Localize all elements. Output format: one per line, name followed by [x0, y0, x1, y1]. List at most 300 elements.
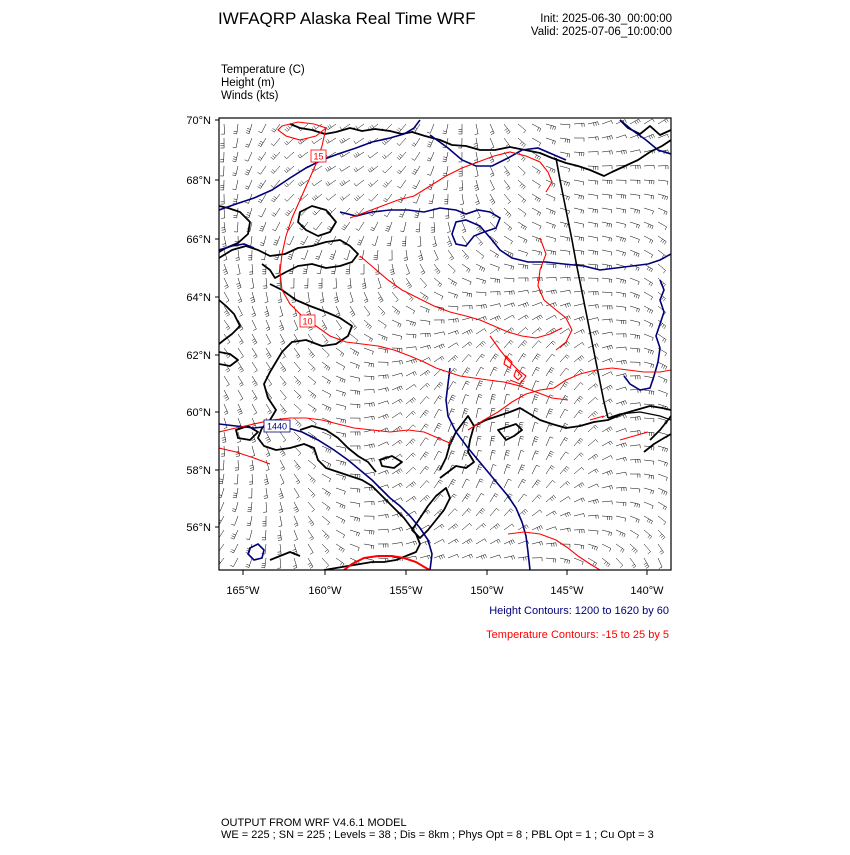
wind-barb: [354, 194, 364, 201]
wind-barb: [280, 362, 286, 372]
wind-barb: [369, 194, 378, 201]
wind-barb: [336, 376, 345, 383]
wind-barb: [532, 354, 541, 362]
wind-barb: [378, 401, 389, 404]
plot-title: IWFAQRP Alaska Real Time WRF: [218, 9, 476, 28]
wind-barb: [231, 530, 238, 539]
wind-barb: [232, 180, 238, 190]
wind-barb: [308, 362, 315, 371]
wind-barb: [504, 124, 510, 134]
wind-barb: [280, 432, 286, 442]
wind-barb: [504, 450, 510, 460]
lon-label-160: 160°W: [308, 585, 342, 597]
wind-barb: [532, 480, 541, 488]
wind-barb: [490, 394, 496, 404]
wind-barb: [616, 347, 626, 351]
wind-barb: [588, 137, 598, 141]
wind-barb: [560, 290, 570, 293]
wind-barb: [434, 250, 438, 261]
cook-inlet: [440, 416, 474, 478]
wind-barb: [406, 467, 416, 474]
wind-barb: [476, 278, 486, 284]
wind-barb: [462, 381, 470, 390]
wind-barb: [616, 360, 626, 364]
wind-barb: [644, 165, 654, 169]
wind-barb: [350, 390, 360, 395]
wind-barb: [602, 222, 612, 228]
wind-barb: [532, 558, 542, 562]
wind-barb: [397, 180, 406, 188]
wind-barb: [347, 278, 351, 288]
wind-barb: [330, 250, 337, 260]
wind-barb: [215, 544, 224, 552]
wind-barb: [233, 488, 238, 498]
wind-barb: [602, 456, 613, 461]
wind-barb: [434, 480, 443, 488]
wind-barb: [236, 278, 241, 289]
wind-barb: [630, 334, 640, 339]
wind-barb: [532, 465, 540, 474]
wind-barb: [546, 354, 555, 362]
wind-barb: [560, 329, 570, 335]
wind-barb: [443, 152, 449, 162]
wind-barb: [560, 512, 571, 517]
wind-barb: [658, 376, 667, 383]
field-height-label: Height (m): [221, 77, 275, 89]
wind-barb: [560, 355, 569, 362]
wind-barb: [246, 208, 252, 218]
wind-barb: [420, 466, 429, 474]
wind-barb: [364, 320, 372, 329]
wind-barb: [474, 152, 478, 163]
wind-barb: [504, 556, 515, 560]
wind-barb: [630, 250, 639, 257]
wind-barb: [221, 446, 225, 456]
wind-barb: [476, 436, 482, 446]
lat-label-64: 64°N: [186, 292, 211, 304]
wind-barb: [546, 511, 556, 516]
wind-barb: [340, 194, 350, 200]
wind-barb: [406, 306, 415, 314]
wind-barb: [616, 194, 626, 199]
wind-barb: [574, 467, 584, 474]
wind-barb: [308, 474, 315, 483]
wind-barb: [224, 292, 229, 302]
wind-barb: [224, 376, 229, 386]
wind-barb: [630, 306, 640, 312]
footer-model-line: OUTPUT FROM WRF V4.6.1 MODEL: [221, 817, 407, 829]
wind-barb: [357, 236, 364, 245]
wind-barb: [336, 558, 344, 567]
wind-barb: [518, 236, 527, 243]
wind-barb: [221, 138, 225, 148]
height-contours-note: Height Contours: 1200 to 1620 by 60: [489, 605, 669, 617]
wind-barb: [560, 466, 569, 474]
wind-barb: [392, 306, 400, 315]
wind-barb: [602, 278, 612, 283]
wind-barb: [546, 124, 556, 130]
lon-label-165: 165°W: [226, 585, 260, 597]
wind-barb: [518, 290, 528, 293]
wind-barb: [284, 138, 294, 145]
wind-barb: [532, 328, 542, 334]
wind-barb: [308, 530, 314, 540]
wind-barb: [259, 208, 267, 217]
wind-barb: [326, 194, 336, 200]
wind-barb: [420, 555, 431, 559]
wind-barb: [392, 373, 403, 376]
wind-barb: [546, 208, 555, 215]
temp-contour-1: [278, 122, 326, 140]
wind-barb: [630, 516, 639, 523]
wind-barb: [364, 530, 374, 535]
wind-barb: [319, 278, 323, 288]
wind-barb: [279, 306, 282, 317]
wind-barb: [434, 356, 444, 362]
wind-barb: [459, 166, 463, 176]
temp-contour-10: [508, 532, 600, 570]
wind-barb: [602, 358, 613, 362]
wind-barb: [546, 543, 556, 547]
wind-barb: [490, 539, 500, 544]
wind-barb: [658, 502, 667, 510]
wind-barb: [320, 292, 324, 302]
wind-barb: [504, 465, 511, 475]
wind-barb: [630, 236, 639, 243]
wind-barb: [284, 152, 294, 159]
wind-barb: [252, 334, 257, 344]
wind-barb: [630, 194, 640, 199]
wind-barb: [518, 315, 528, 320]
wind-barb: [462, 539, 472, 544]
wind-barb: [658, 530, 665, 540]
wind-barb: [219, 474, 224, 484]
height-contour-4: [620, 120, 671, 154]
wind-barb: [532, 341, 541, 348]
wind-barb: [490, 304, 501, 307]
wind-barb: [658, 460, 668, 466]
wind-barb: [560, 208, 570, 214]
wind-barb: [448, 355, 458, 362]
wind-barb: [364, 403, 374, 407]
wind-barb: [378, 320, 386, 328]
wind-barb: [560, 303, 571, 308]
wind-barb: [406, 278, 412, 288]
wind-barb: [546, 341, 556, 348]
wind-barb: [644, 250, 653, 258]
wind-barb: [389, 250, 393, 260]
wind-barb: [630, 278, 639, 285]
wind-barb: [280, 460, 285, 471]
west-edge-coast: [219, 300, 240, 344]
wind-barb: [574, 383, 583, 391]
wind-barb: [504, 340, 513, 348]
wind-barb: [462, 554, 473, 558]
wind-barb: [420, 481, 429, 488]
wind-barb: [504, 236, 513, 244]
wind-barb: [322, 544, 329, 554]
wind-barb: [560, 152, 570, 158]
wind-barb: [448, 278, 457, 286]
wind-barb: [300, 236, 308, 245]
wind-barb: [518, 124, 526, 133]
wind-barb: [616, 443, 627, 448]
wind-barb: [234, 474, 238, 484]
wind-barb: [245, 152, 252, 161]
wind-barb: [560, 497, 570, 503]
wind-barb: [245, 166, 252, 175]
wind-barb: [476, 292, 486, 296]
wind-barb: [462, 292, 472, 297]
wind-barb: [420, 383, 430, 390]
wind-barb: [490, 367, 498, 376]
wind-barb: [378, 529, 388, 533]
wind-barb: [518, 180, 525, 189]
wind-barb: [490, 166, 494, 177]
wind-barb: [616, 457, 627, 461]
wind-barb: [273, 236, 280, 245]
wind-barb: [368, 180, 378, 187]
wind-barb: [272, 222, 280, 231]
wind-barb: [412, 166, 420, 175]
wind-barb: [448, 395, 456, 404]
wind-barb: [223, 264, 228, 275]
wind-barb: [238, 376, 243, 386]
gulf-islands: [498, 424, 522, 440]
wind-barb: [518, 138, 526, 147]
wind-barb: [306, 292, 310, 302]
wind-barb: [560, 138, 570, 143]
wind-barb: [518, 354, 526, 363]
wind-barb: [336, 530, 345, 538]
wind-barb: [630, 165, 640, 169]
wind-barb: [271, 152, 280, 160]
wind-barb: [504, 222, 512, 231]
wind-barb: [602, 427, 612, 432]
wind-barb: [406, 320, 416, 326]
wind-barb: [294, 502, 299, 512]
wind-barb: [420, 370, 430, 376]
wind-barb: [658, 474, 667, 481]
wind-barb: [574, 410, 583, 418]
wind-barb: [644, 334, 653, 341]
wind-barb: [630, 544, 637, 553]
wind-barb: [312, 194, 322, 200]
wind-barb: [574, 138, 584, 142]
wind-barb: [392, 320, 401, 327]
wind-barb: [459, 180, 463, 190]
wind-barb: [402, 236, 406, 246]
wind-barb: [602, 180, 612, 184]
wind-barb: [434, 292, 443, 300]
wind-barb: [266, 334, 271, 345]
wind-barb: [532, 250, 542, 256]
wind-barb: [266, 348, 271, 358]
wind-barb: [462, 479, 470, 488]
wind-barb: [460, 194, 464, 205]
wind-barb: [252, 348, 257, 358]
wind-barb: [364, 502, 374, 506]
wind-barb: [364, 348, 373, 355]
wind-barb: [238, 390, 243, 400]
wind-barb: [340, 166, 350, 171]
wind-barb: [420, 397, 429, 405]
wind-barb: [644, 502, 653, 509]
wind-barb: [476, 523, 486, 530]
wind-barb: [588, 411, 598, 418]
wind-barb: [279, 516, 282, 527]
wind-barb: [490, 465, 496, 475]
height-contour-9: [624, 280, 664, 390]
wind-barb: [602, 250, 612, 256]
wind-barb: [588, 180, 598, 185]
wind-barb: [392, 542, 403, 546]
wind-barb: [280, 404, 286, 414]
canada-border: [556, 158, 608, 418]
wind-barb: [397, 166, 406, 174]
wind-barb: [266, 460, 269, 471]
temp-contour-4: [360, 256, 562, 338]
wind-barb: [462, 250, 469, 260]
wind-barb: [434, 539, 444, 544]
wind-barb: [532, 180, 540, 188]
wind-barb: [518, 278, 528, 282]
wind-barb: [346, 264, 350, 274]
height-contour-8: [248, 544, 264, 560]
wind-barb: [560, 124, 570, 128]
wind-barb: [616, 250, 626, 256]
wind-barb: [221, 222, 225, 232]
wind-barb: [378, 306, 385, 316]
wind-barb: [308, 558, 313, 568]
wind-barb: [574, 544, 584, 549]
wind-barb: [382, 166, 392, 173]
wind-barb: [448, 250, 454, 260]
wind-barb: [630, 119, 640, 124]
temp-contour-9: [219, 448, 270, 464]
temp-label-1: 15: [313, 151, 324, 162]
wind-barb: [315, 250, 322, 259]
wind-barb: [322, 474, 331, 482]
wind-barb: [630, 376, 640, 380]
wind-barb: [224, 390, 229, 401]
wind-barb: [630, 150, 641, 153]
wind-barb: [602, 345, 613, 350]
wind-barb: [532, 510, 542, 516]
wind-barb: [602, 544, 611, 552]
wind-barb: [420, 345, 431, 349]
wind-barb: [476, 316, 487, 320]
wind-barb: [420, 278, 427, 288]
wind-barb: [476, 493, 484, 502]
wind-barb: [272, 208, 280, 216]
temp-contour-11: [344, 556, 430, 570]
wind-barb: [560, 236, 570, 242]
wind-barb: [412, 180, 420, 189]
wind-barb: [490, 354, 498, 362]
lat-label-58: 58°N: [186, 465, 211, 477]
wind-barb: [532, 194, 541, 202]
wind-barb: [322, 362, 330, 371]
wind-barb: [264, 474, 269, 485]
wind-barb: [277, 278, 281, 288]
temp-contour-3: [350, 152, 552, 218]
wind-barb: [312, 138, 322, 144]
height-contours-layer: [219, 120, 671, 570]
wind-barb: [429, 194, 434, 204]
wind-barb: [546, 409, 553, 418]
wind-barb: [280, 474, 284, 485]
wind-barb: [602, 236, 612, 242]
wind-barb: [588, 318, 599, 321]
wind-barb: [336, 544, 344, 552]
wind-barb: [462, 355, 471, 363]
wind-barb: [406, 384, 416, 390]
wind-barb: [644, 530, 652, 539]
temp-contour-12: [590, 416, 648, 440]
wind-barb: [602, 292, 612, 296]
wind-barb: [644, 474, 654, 479]
wind-barb: [280, 334, 285, 345]
wind-barb: [350, 446, 360, 450]
wind-barb: [574, 236, 584, 241]
wind-barb: [308, 390, 316, 399]
wind-barb: [546, 466, 554, 474]
wind-barb: [378, 348, 388, 353]
wind-barb: [294, 348, 300, 358]
wind-barb: [518, 557, 528, 561]
wind-barb: [406, 359, 417, 364]
wind-barb: [370, 222, 378, 231]
wind-barb: [560, 437, 568, 446]
wind-barb: [602, 151, 612, 155]
wind-barb: [658, 166, 668, 170]
wind-barb: [644, 362, 654, 368]
wind-barb: [588, 469, 598, 474]
wind-barb: [504, 291, 514, 295]
wind-barb: [462, 222, 466, 233]
lat-label-56: 56°N: [186, 522, 211, 534]
wind-barb: [294, 474, 300, 484]
wind-barb: [258, 152, 266, 160]
wind-barb: [326, 166, 336, 171]
wind-barb: [518, 303, 529, 308]
wind-barb: [245, 180, 252, 189]
wind-barb: [616, 278, 626, 284]
wind-barb: [406, 264, 410, 275]
wind-barb: [616, 516, 626, 522]
wind-barb: [420, 495, 430, 502]
wind-barb: [658, 544, 664, 554]
wind-barb: [313, 222, 322, 230]
wind-barb: [285, 194, 294, 201]
temp-label-2: 10: [302, 316, 313, 327]
wind-barb: [220, 460, 224, 470]
wind-barb: [546, 236, 556, 242]
wind-barb: [364, 334, 373, 342]
wind-barb: [220, 166, 224, 176]
wind-barb: [588, 384, 598, 390]
wind-barb: [434, 409, 442, 418]
wind-barb: [518, 328, 528, 335]
wind-barb: [420, 410, 429, 418]
wind-barb: [490, 381, 497, 391]
wind-barb: [560, 452, 569, 460]
wind-barb: [476, 508, 485, 516]
wind-barb: [574, 317, 585, 322]
wind-barb: [294, 460, 300, 470]
wind-barb: [248, 488, 252, 498]
